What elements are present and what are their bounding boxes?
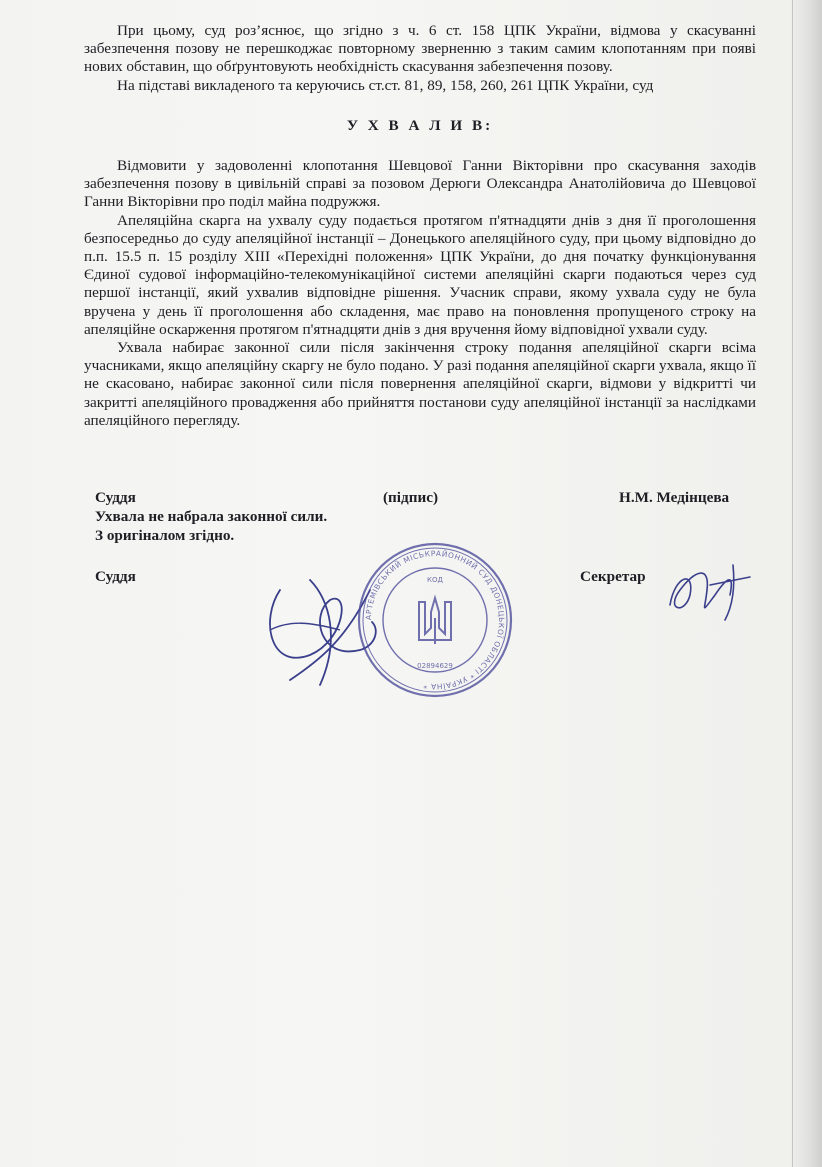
seal-code: 02894629: [417, 662, 453, 670]
judge-name: Н.М. Медінцева: [619, 489, 730, 506]
paragraph-legal-basis: На підставі викладеного та керуючись ст.ст. 81, 89, 158, 260, 261 ЦПК України, суд: [117, 76, 654, 94]
secretary-signature: [655, 555, 755, 625]
paragraph-decision: Відмовити у задоволенні клопотання Шевцової Ганни Вікторівни про скасування заходів забезпечення позову в цивільній справі за позовом Дерюги Олександра Анатолійовича до Шевцової Ганни Вікторівни про поділ майна подружжя.: [84, 157, 756, 211]
signature-note: (підпис): [383, 489, 439, 506]
seal-outer-text: АРТЕМІВСЬКИЙ МІСЬКРАЙОННИЙ СУД ДОНЕЦЬКОЇ ОБЛАСТІ * УКРАЇНА *: [363, 548, 507, 692]
trident-icon: [419, 598, 451, 644]
judge-label-2: Суддя: [95, 568, 136, 585]
paragraph-entry-into-force: Ухвала набирає законної сили після закінчення строку подання апеляційної скарги всіма учасниками, якщо апеляційну скаргу не було подано. У разі подання апеляційної скарги ухвала, якщо її не скасовано, набирає законної сили після повернення апеляційної скарги, відмови у відкритті чи закритті апеляційного провадження або прийняття постанови суду апеляційної інстанції за наслідками апеляційного перегляду.: [84, 339, 756, 429]
page-fold-shadow: [790, 0, 822, 1167]
paragraph-clarification: При цьому, суд роз’яснює, що згідно з ч. 6 ст. 158 ЦПК України, відмова у скасуванні забезпечення позову не перешкоджає повторному зверненню з таким самим клопотанням при появі нових обставин, що обґрунтовують необхідність скасування забезпечення позову.: [84, 22, 756, 76]
paragraph-appeal: Апеляційна скарга на ухвалу суду подається протягом п'ятнадцяти днів з дня її проголошення безпосередньо до суду апеляційної інстанції – Донецького апеляційного суду, при цьому відповідно до п.п. 15.5 п. 15 розділу XIII «Перехідні положення» ЦПК України, до дня початку функціонування Єдиної судової інформаційно-телекомунікаційної системи апеляційні скарги подаються через суд першої інстанції, який ухвалив відповідне рішення. Учасник справи, якому ухвала суду не була вручена у день її проголошення або складення, має право на поновлення пропущеного строку на апеляційне оскарження протягом п'ятнадцяти днів з дня вручення йому відповідної ухвали суду.: [84, 211, 756, 338]
judge-label: Суддя: [95, 489, 136, 506]
court-seal: [355, 540, 515, 700]
seal-code-label: КОД: [427, 576, 443, 584]
secretary-label: Секретар: [580, 568, 646, 585]
ruling-text: [84, 22, 756, 430]
not-in-force-note: Ухвала не набрала законної сили.: [95, 508, 328, 525]
ruling-heading: У Х В А Л И В:: [346, 116, 494, 134]
page-fold-line: [792, 0, 793, 1167]
certified-note: З оригіналом згідно.: [95, 527, 235, 544]
